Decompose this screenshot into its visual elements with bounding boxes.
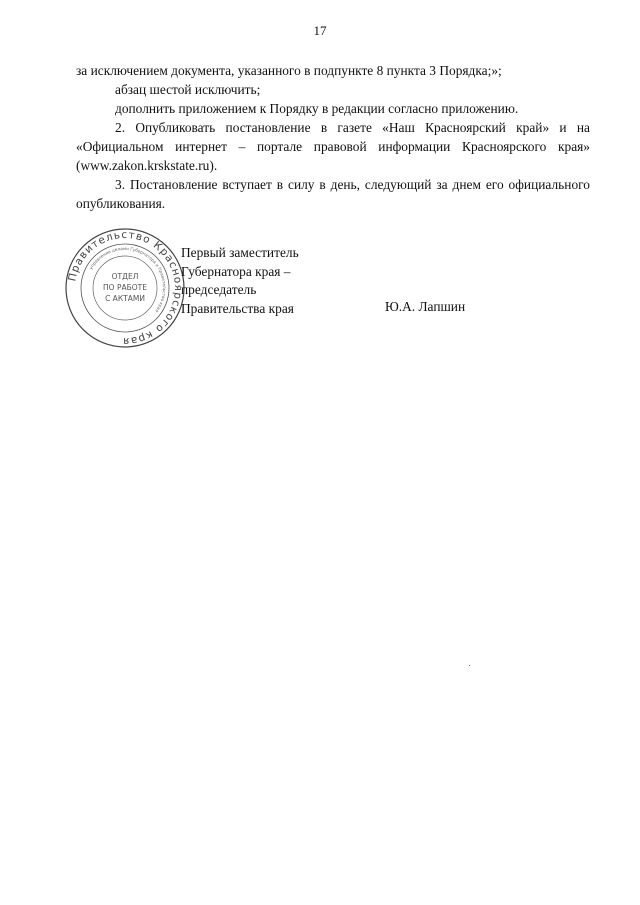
document-body [76,61,590,213]
paragraph-delete-clause: абзац шестой исключить; [115,82,261,97]
page-number: 17 [313,23,327,38]
paragraph-add-appendix: дополнить приложением к Порядку в редакции согласно приложению. [115,101,519,116]
seal-center-line-1: ОТДЕЛ [111,272,139,281]
signer-name: Ю.А. Лапшин [385,299,466,314]
scan-speck [469,665,470,666]
seal-inner-ring-text: управление делами Губернатора и Правительства края [88,245,168,314]
signature-title-line-1: Первый заместитель [181,245,299,260]
signature-title-line-3: председатель [181,282,257,297]
seal-center-line-3: С АКТАМИ [105,294,145,303]
seal-outer-text: Правительство Красноярского края [66,228,185,348]
signature-title-line-4: Правительства края [181,300,294,316]
paragraph-exception: за исключением документа, указанного в подпункте 8 пункта 3 Порядка;»; [76,63,502,78]
signature-title-line-2: Губернатора края – [181,263,291,279]
seal-center-line-2: ПО РАБОТЕ [103,283,147,292]
paragraph-effective: 3. Постановление вступает в силу в день, следующий за днем его официального опубликования. [76,177,590,211]
signature-block [181,244,299,318]
official-seal [63,226,187,350]
paragraph-publish: 2. Опубликовать постановление в газете «Наш Красноярский край» и на «Официальном интернет – портале правовой информации Красноярского края» (www.zakon.krskstate.ru). [76,120,590,173]
